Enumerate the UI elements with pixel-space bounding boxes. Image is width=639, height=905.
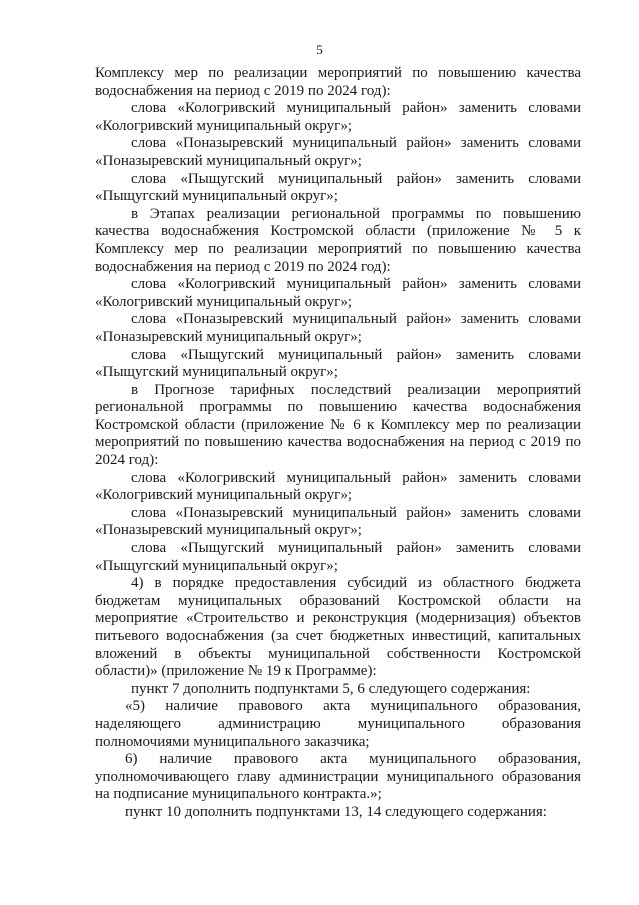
text-line: мероприятий по повышению качества водоснабжения на период с 2019 по [95, 434, 581, 451]
text-line: Костромской области (приложение № 6 к Комплексу мер по реализации [95, 416, 581, 433]
text-line: в Этапах реализации региональной программы по повышению [131, 205, 581, 222]
text-line: слова «Кологривский муниципальный район» заменить словами [131, 100, 581, 117]
text-line: 6) наличие правового акта муниципального образования, [125, 751, 581, 768]
text-line: водоснабжения на период с 2019 по 2024 год): [95, 258, 391, 275]
text-line: наделяющего администрацию муниципального образования [95, 715, 581, 732]
text-line: «Пыщугский муниципальный округ»; [95, 188, 338, 205]
text-line: «Поназыревский муниципальный округ»; [95, 152, 362, 169]
text-line: слова «Пыщугский муниципальный район» заменить словами [131, 540, 581, 557]
text-line: области)» (приложение № 19 к Программе): [95, 663, 377, 680]
text-line: слова «Пыщугский муниципальный район» заменить словами [131, 346, 581, 363]
text-line: водоснабжения на период с 2019 по 2024 год): [95, 82, 391, 99]
text-line: «Кологривский муниципальный округ»; [95, 117, 353, 134]
text-line: слова «Кологривский муниципальный район» заменить словами [131, 469, 581, 486]
text-line: полномочиями муниципального заказчика; [95, 733, 370, 750]
text-line: 2024 год): [95, 452, 159, 469]
text-line: «Кологривский муниципальный округ»; [95, 293, 353, 310]
text-line: «Пыщугский муниципальный округ»; [95, 557, 338, 574]
text-line: пункт 10 дополнить подпунктами 13, 14 следующего содержания: [125, 803, 547, 820]
text-line: 4) в порядке предоставления субсидий из областного бюджета [131, 575, 581, 592]
text-line: региональной программы по повышению качества водоснабжения [95, 399, 581, 416]
text-line: «Кологривский муниципальный округ»; [95, 487, 353, 504]
text-line: «5) наличие правового акта муниципального образования, [125, 698, 581, 715]
text-line: слова «Поназыревский муниципальный район» заменить словами [131, 311, 581, 328]
text-line: вложений в объекты муниципальной собственности Костромской [95, 645, 581, 662]
page-number: 5 [316, 42, 323, 57]
text-line: качества водоснабжения Костромской области (приложение № 5 к [95, 223, 581, 240]
text-line: в Прогнозе тарифных последствий реализации мероприятий [131, 381, 581, 398]
text-line: мероприятие «Строительство и реконструкция (модернизация) объектов [95, 610, 581, 627]
text-line: уполномочивающего главу администрации муниципального образования [95, 768, 581, 785]
text-line: «Пыщугский муниципальный округ»; [95, 364, 338, 381]
text-line: слова «Поназыревский муниципальный район» заменить словами [131, 504, 581, 521]
text-line: бюджетам муниципальных образований Костромской области на [95, 592, 581, 609]
text-line: слова «Пыщугский муниципальный район» заменить словами [131, 170, 581, 187]
text-line: на подписание муниципального контракта.»; [95, 786, 382, 803]
text-line: пункт 7 дополнить подпунктами 5, 6 следующего содержания: [131, 680, 531, 697]
text-line: «Поназыревский муниципальный округ»; [95, 328, 362, 345]
document-body [95, 65, 581, 822]
text-line: «Поназыревский муниципальный округ»; [95, 522, 362, 539]
text-line: Комплексу мер по реализации мероприятий по повышению качества [95, 65, 581, 81]
text-line: слова «Поназыревский муниципальный район» заменить словами [131, 135, 581, 152]
text-line: слова «Кологривский муниципальный район» заменить словами [131, 276, 581, 293]
text-line: питьевого водоснабжения (за счет бюджетных инвестиций, капитальных [95, 628, 581, 644]
text-line: Комплексу мер по реализации мероприятий по повышению качества [95, 240, 581, 257]
